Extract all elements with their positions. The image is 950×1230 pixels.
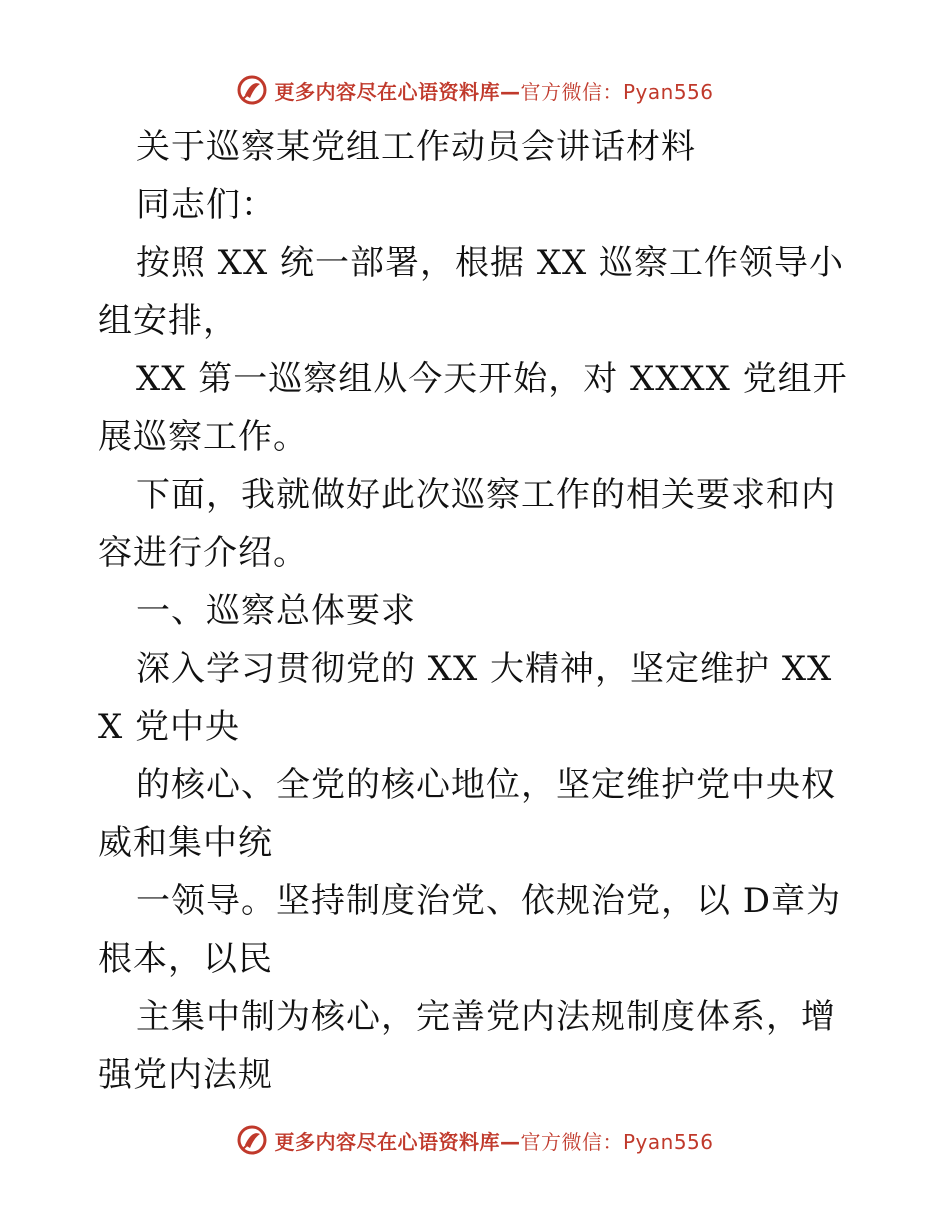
paragraph: 下面，我就做好此次巡察工作的相关要求和内容进行介绍。 (98, 475, 836, 573)
logo-icon (236, 74, 268, 106)
header-banner (0, 70, 950, 110)
paragraph: XX 第一巡察组从今天开始，对 XXXX 党组开展巡察工作。 (98, 359, 848, 457)
footer-banner (0, 1120, 950, 1160)
paragraph: 按照 XX 统一部署，根据 XX 巡察工作领导小组安排， (98, 243, 845, 341)
paragraph: 的核心、全党的核心地位，坚定维护党中央权威和集中统 (98, 765, 836, 863)
banner-text: 更多内容尽在心语资料库—官方微信：Pyan556 (274, 79, 714, 104)
document-title: 关于巡察某党组工作动员会讲话材料 (136, 127, 696, 167)
paragraph: 主集中制为核心，完善党内法规制度体系，增强党内法规 (98, 997, 836, 1095)
paragraph: 一领导。坚持制度治党、依规治党，以 D章为根本，以民 (98, 881, 842, 979)
banner-text: 更多内容尽在心语资料库—官方微信：Pyan556 (274, 1129, 714, 1154)
paragraph: 深入学习贯彻党的 XX 大精神，坚定维护 XXX 党中央 (98, 649, 833, 747)
salutation: 同志们： (136, 185, 276, 225)
section-heading: 一、巡察总体要求 (136, 591, 416, 631)
logo-icon (236, 1124, 268, 1156)
document-body (0, 118, 950, 1104)
